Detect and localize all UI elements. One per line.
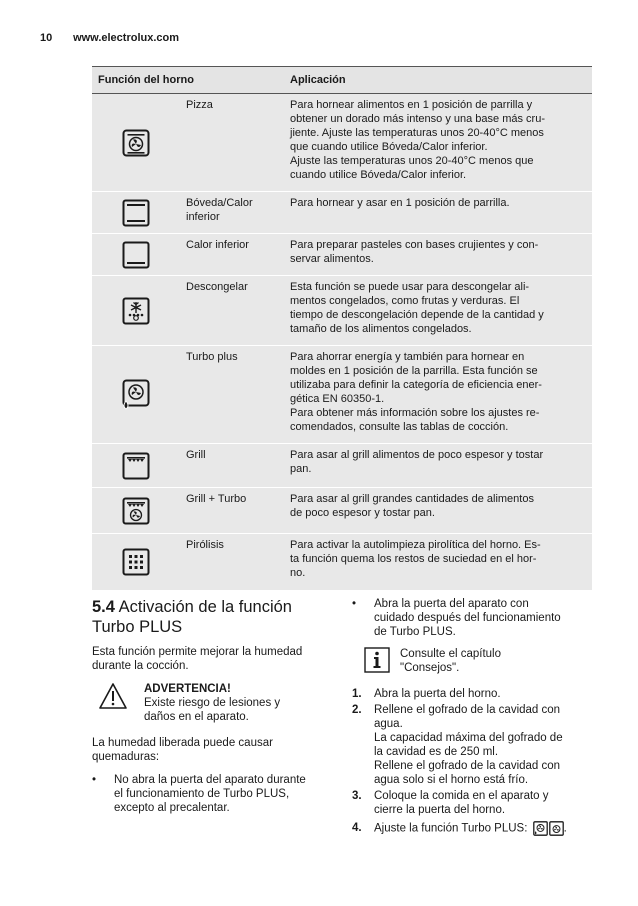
- table-row: [92, 276, 592, 346]
- warning-title: ADVERTENCIA!: [144, 683, 231, 695]
- turbo-plus-icon: [121, 379, 151, 411]
- function-name: Pizza: [180, 94, 284, 192]
- table-row: [92, 534, 592, 590]
- grill-icon: [122, 452, 150, 480]
- oven-functions-table: [92, 66, 592, 590]
- warning-text: Existe riesgo de lesiones y daños en el aparato.: [144, 697, 281, 723]
- table-header-row: [92, 67, 592, 94]
- function-name: Calor inferior: [180, 234, 284, 276]
- list-item: 2. Rellene el gofrado de la cavidad con agua. La capacidad máxima del gofrado de la cavidad es de 250 ml. Rellene el gofrado de la cavidad con agua solo si el horno está frío.: [352, 704, 563, 786]
- steps-list: [352, 687, 592, 836]
- table-row: [92, 94, 592, 192]
- grill-fan-icon: [122, 497, 150, 525]
- table-row: [92, 488, 592, 534]
- info-icon: [364, 647, 390, 673]
- warning-box: [92, 682, 332, 724]
- function-application: Para activar la autolimpieza pirolítica del horno. Es- ta función quema los restos de suciedad en el hor- no.: [284, 534, 592, 590]
- pizza-icon: [549, 821, 564, 836]
- function-application: Para hornear y asar en 1 posición de parrilla.: [284, 192, 592, 234]
- table-row: [92, 234, 592, 276]
- function-name: Bóveda/Calor inferior: [180, 192, 284, 234]
- info-box: [352, 647, 592, 677]
- function-application: Para preparar pasteles con bases crujientes y con- servar alimentos.: [284, 234, 592, 276]
- list-item: 3. Coloque la comida en el aparato y cierre la puerta del horno.: [352, 790, 549, 816]
- warning-icon: [98, 682, 128, 710]
- function-name: Turbo plus: [180, 346, 284, 444]
- pizza-icon: [122, 129, 150, 157]
- function-application: Para ahorrar energía y también para hornear en moldes en 1 posición de la parrilla. Esta función se utilizaba para definir la categoría de eficiencia ener- gética EN 60350-1. Para obtener más información sobre los ajustes re- comendados, consulte las tablas de cocción.: [284, 346, 592, 444]
- function-name: Grill: [180, 444, 284, 488]
- list-item: 4. Ajuste la función Turbo PLUS: .: [352, 822, 567, 835]
- section-title: 5.4 Activación de la función Turbo PLUS: [92, 598, 292, 636]
- page-header: [40, 32, 179, 44]
- turbo-plus-icon: [533, 821, 548, 836]
- defrost-icon: [122, 297, 150, 325]
- humidity-text: La humedad liberada puede causar quemaduras:: [92, 737, 273, 763]
- function-name: Pirólisis: [180, 534, 284, 590]
- list-item: 1. Abra la puerta del horno.: [352, 688, 501, 700]
- table-row: [92, 192, 592, 234]
- function-name: Descongelar: [180, 276, 284, 346]
- info-text: Consulte el capítulo "Consejos".: [400, 648, 502, 674]
- left-column: [92, 597, 332, 823]
- right-bullet-list: [352, 597, 592, 639]
- function-application: Para hornear alimentos en 1 posición de parrilla y obtener un dorado más intenso y una base más cru- jiente. Ajuste las temperaturas unos 20-40°C menos que cuando utilice Bóveda/Calor inferior. Ajuste las temperaturas unos 20-40°C menos que cuando utilice Bóveda/Calor inferior.: [284, 94, 592, 192]
- left-bullet-list: [92, 773, 332, 815]
- top-bottom-heat-icon: [122, 199, 150, 227]
- function-application: Para asar al grill alimentos de poco espesor y tostar pan.: [284, 444, 592, 488]
- header-function: Función del horno: [92, 67, 284, 94]
- website-url: www.electrolux.com: [73, 32, 180, 44]
- table-row: [92, 346, 592, 444]
- bottom-heat-icon: [122, 241, 150, 269]
- function-application: Para asar al grill grandes cantidades de alimentos de poco espesor y tostar pan.: [284, 488, 592, 534]
- page-number: 10: [40, 32, 53, 44]
- function-application: Esta función se puede usar para descongelar ali- mentos congelados, como frutas y verduras. El tiempo de descongelación depende de la cantidad y tamaño de los alimentos congelados.: [284, 276, 592, 346]
- function-name: Grill + Turbo: [180, 488, 284, 534]
- right-column: [352, 597, 592, 838]
- header-application: Aplicación: [284, 67, 592, 94]
- list-item: • Abra la puerta del aparato con cuidado después del funcionamiento de Turbo PLUS.: [352, 598, 561, 638]
- table-row: [92, 444, 592, 488]
- intro-text: Esta función permite mejorar la humedad durante la cocción.: [92, 646, 303, 672]
- pyrolysis-icon: [122, 548, 150, 576]
- list-item: • No abra la puerta del aparato durante el funcionamiento de Turbo PLUS, excepto al precalentar.: [92, 774, 306, 814]
